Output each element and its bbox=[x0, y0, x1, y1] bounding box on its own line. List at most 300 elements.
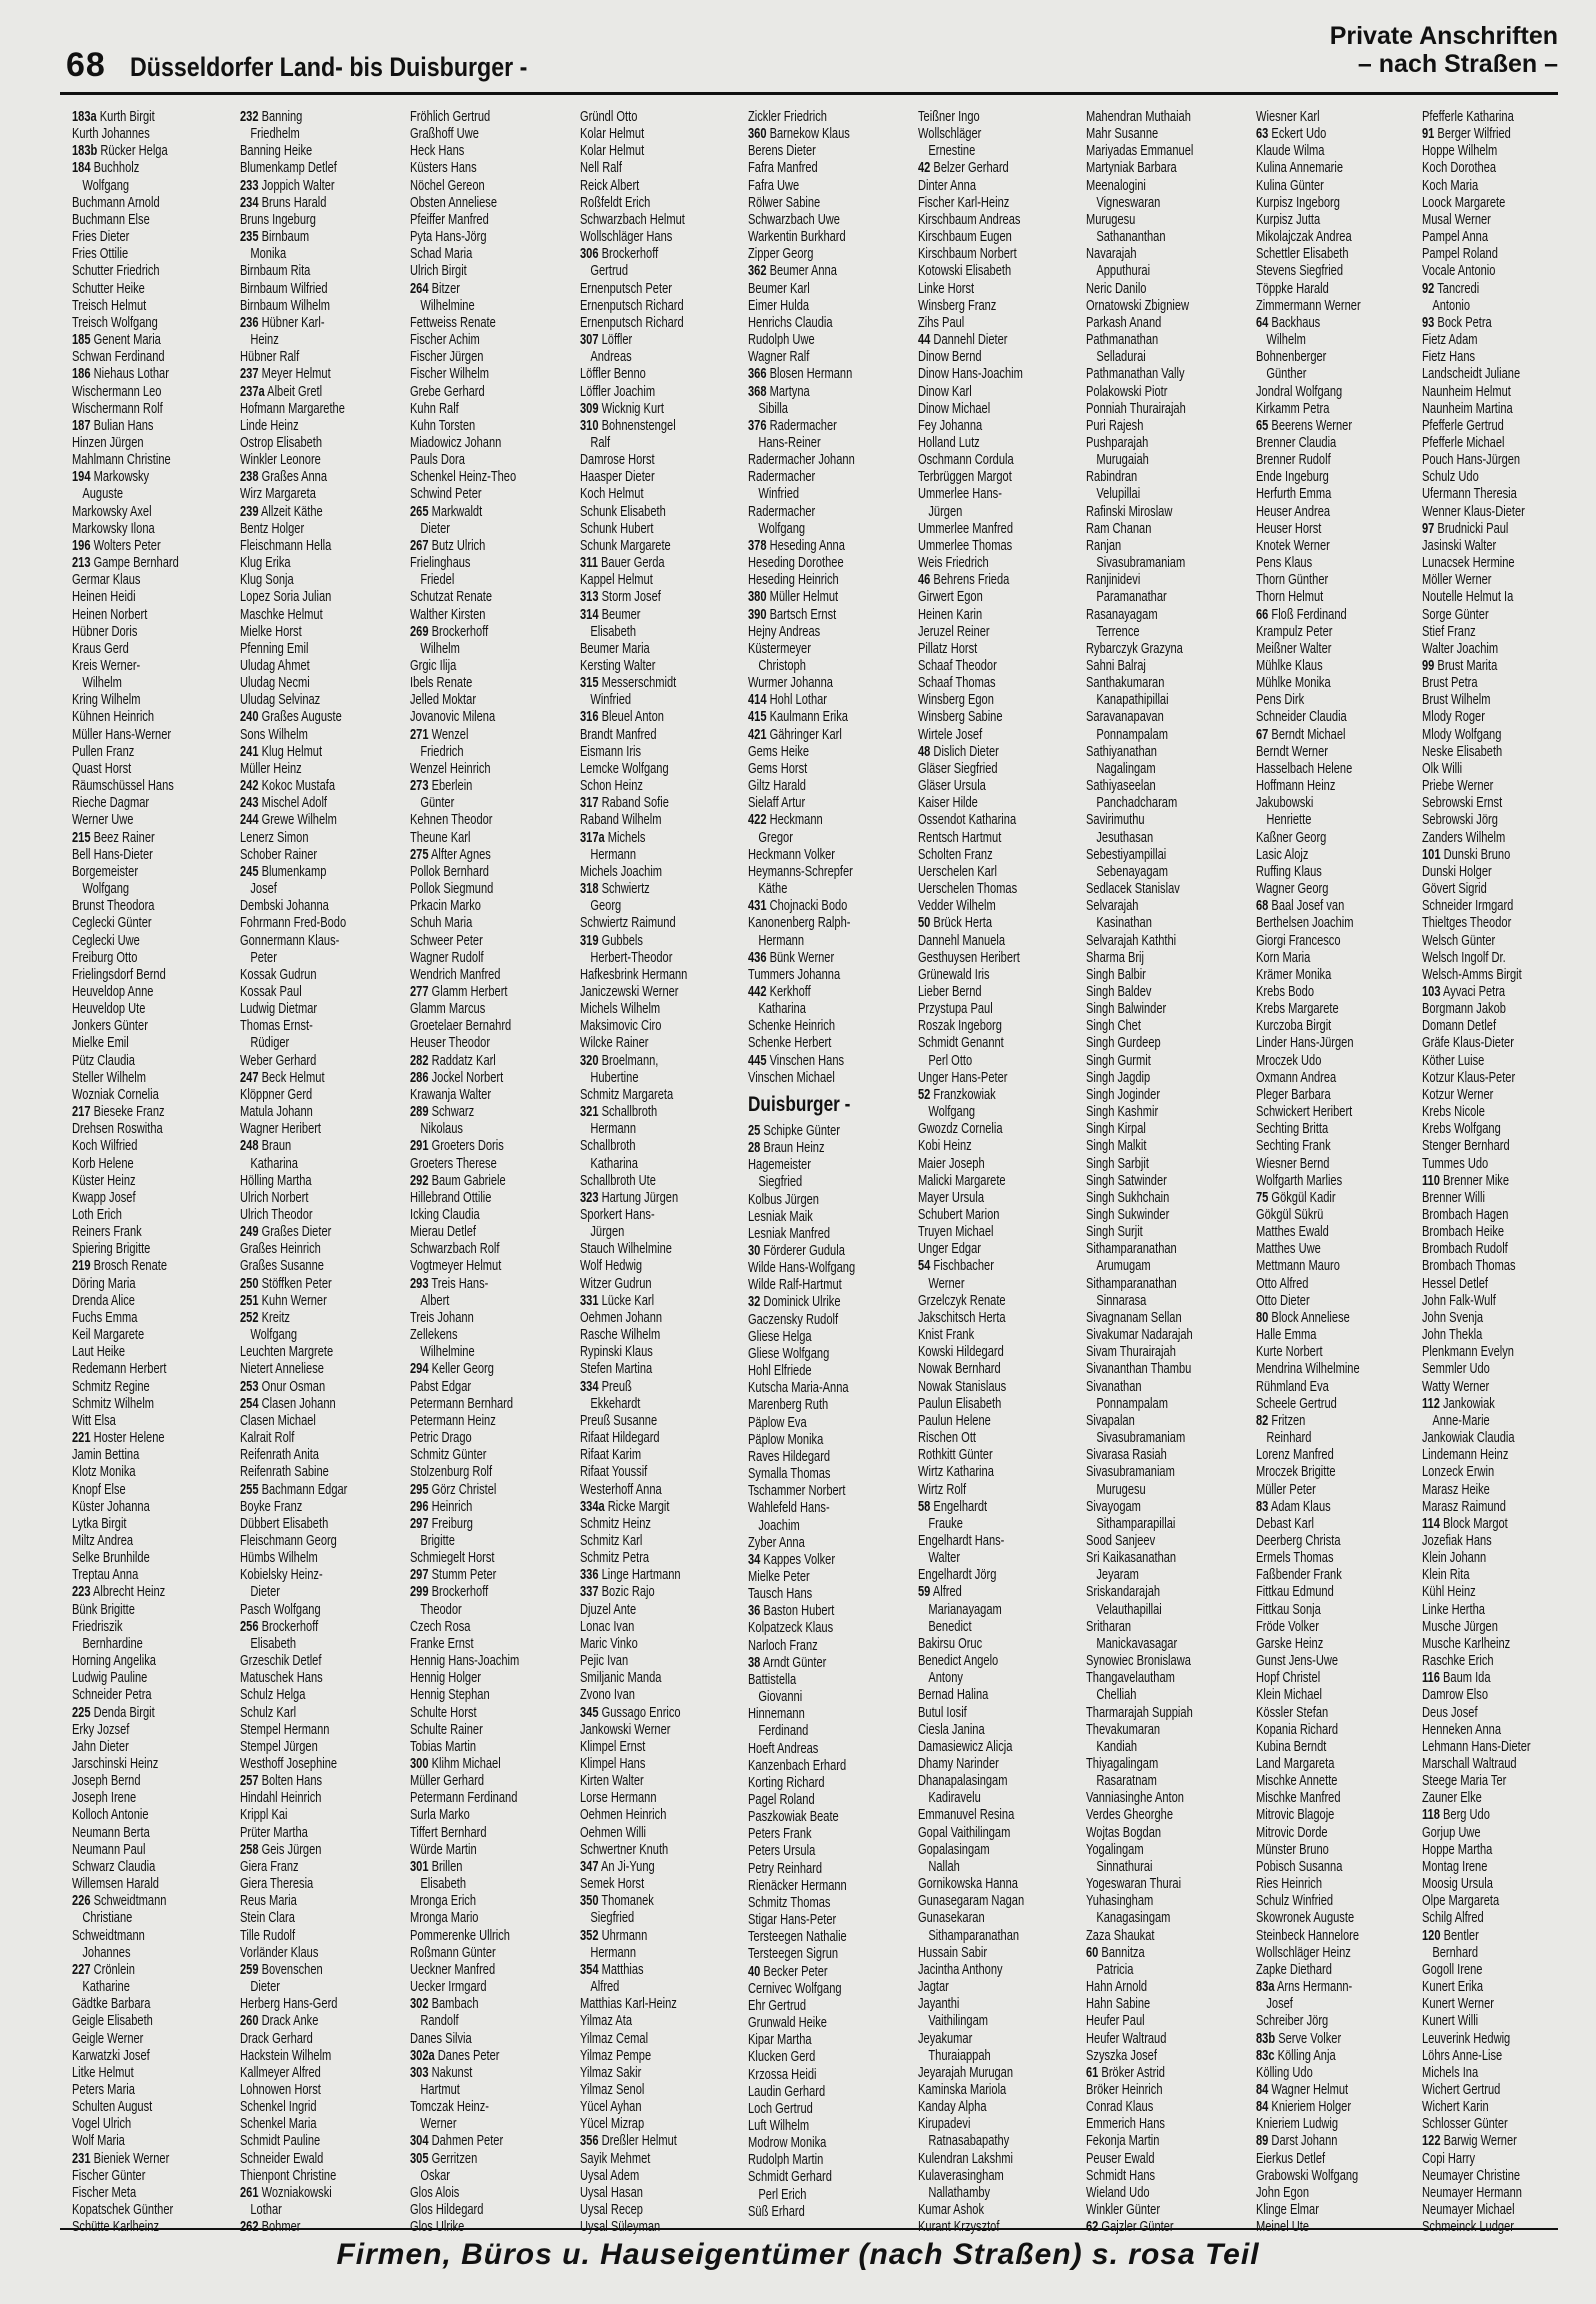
directory-entry: Kühl Heinz bbox=[1422, 1583, 1476, 1601]
directory-entry: 231 Bieniek Werner bbox=[72, 2149, 170, 2167]
entry-continuation: Elisabeth bbox=[590, 622, 637, 640]
directory-entry: Wilcke Rainer bbox=[580, 1034, 649, 1052]
directory-entry: Yuhasingham bbox=[1086, 1892, 1154, 1910]
entry-continuation: Katharina bbox=[758, 1000, 806, 1018]
directory-entry: 301 Brillen bbox=[410, 1857, 463, 1875]
entry-continuation: Antonio bbox=[1432, 296, 1471, 314]
directory-entry: Leuchten Margrete bbox=[240, 1343, 334, 1361]
directory-entry: Heuser Andrea bbox=[1256, 502, 1331, 520]
directory-entry: Welsch Günter bbox=[1422, 931, 1496, 949]
directory-entry: Vedder Wilhelm bbox=[918, 897, 996, 915]
directory-entry: Brombach Rudolf bbox=[1422, 1240, 1508, 1258]
entry-continuation: Manickavasagar bbox=[1096, 1634, 1178, 1652]
entry-continuation: Wilhelm bbox=[82, 674, 122, 692]
directory-entry: Henneken Anna bbox=[1422, 1720, 1502, 1738]
house-number: 366 bbox=[748, 365, 767, 383]
directory-entry: Lemcke Wolfgang bbox=[580, 759, 669, 777]
directory-entry: Kring Wilhelm bbox=[72, 691, 141, 709]
directory-entry: Keil Margarete bbox=[72, 1326, 145, 1344]
directory-entry: Teißner Ingo bbox=[918, 108, 980, 125]
directory-entry: Schneider Petra bbox=[72, 1686, 152, 1704]
directory-entry: 336 Linge Hartmann bbox=[580, 1566, 681, 1584]
house-number: 264 bbox=[410, 279, 429, 297]
directory-entry: 415 Kaulmann Erika bbox=[748, 708, 848, 726]
directory-entry: Kirschbaum Eugen bbox=[918, 228, 1012, 246]
directory-entry: Kurant Krzysztof bbox=[918, 2218, 1000, 2234]
directory-entry: Klöppner Gerd bbox=[240, 1085, 313, 1103]
directory-entry: Schober Rainer bbox=[240, 845, 318, 863]
directory-entry: Schunk Hubert bbox=[580, 519, 654, 537]
directory-entry: Wahlefeld Hans- bbox=[748, 1499, 830, 1517]
directory-entry: Singh Kirpal bbox=[1086, 1120, 1146, 1138]
directory-entry: Loth Erich bbox=[72, 1206, 122, 1223]
directory-entry: Gwozdz Cornelia bbox=[918, 1120, 1003, 1138]
directory-entry: 362 Beumer Anna bbox=[748, 262, 837, 280]
directory-entry: Wollschläger Hans bbox=[580, 228, 673, 246]
directory-entry: Schwarzbach Uwe bbox=[748, 210, 840, 228]
directory-entry: Fleischmann Georg bbox=[240, 1531, 337, 1549]
directory-entry: John Svenja bbox=[1422, 1308, 1484, 1326]
entry-continuation: Jesuthasan bbox=[1096, 828, 1154, 846]
directory-entry: 318 Schwiertz bbox=[580, 880, 650, 898]
directory-entry: Pathmanathan bbox=[1086, 331, 1159, 349]
directory-entry: Selke Brunhilde bbox=[72, 1549, 150, 1567]
directory-entry: Singh Gurmit bbox=[1086, 1051, 1151, 1069]
house-number: 83c bbox=[1256, 2046, 1275, 2064]
directory-entry: Walther Kirsten bbox=[410, 605, 486, 623]
house-number: 261 bbox=[240, 2183, 259, 2201]
directory-entry: Dinow Michael bbox=[918, 399, 991, 417]
directory-entry: Fey Johanna bbox=[918, 416, 983, 434]
house-number: 239 bbox=[240, 502, 259, 520]
directory-entry: 321 Schallbroth bbox=[580, 1103, 658, 1121]
directory-entry: Wollschläger Heinz bbox=[1256, 1943, 1351, 1961]
directory-entry: Kanday Alpha bbox=[918, 2098, 987, 2116]
directory-entry: Butul Iosif bbox=[918, 1703, 967, 1721]
directory-entry: 292 Baum Gabriele bbox=[410, 1171, 506, 1189]
directory-entry: Fafra Manfred bbox=[748, 159, 818, 177]
house-number: 186 bbox=[72, 365, 91, 383]
house-number: 213 bbox=[72, 554, 91, 572]
directory-entry: Buchmann Arnold bbox=[72, 193, 160, 211]
directory-entry: Reus Maria bbox=[240, 1892, 297, 1910]
directory-entry: Preuß Susanne bbox=[580, 1411, 658, 1429]
directory-entry: Berndt Werner bbox=[1256, 742, 1328, 760]
directory-entry: 75 Gökgül Kadir bbox=[1256, 1188, 1336, 1206]
directory-entry: Conrad Klaus bbox=[1086, 2098, 1154, 2116]
directory-entry: Birnbaum Wilfried bbox=[240, 279, 328, 297]
directory-entry: Welsch-Amms Birgit bbox=[1422, 965, 1522, 983]
directory-entry: 89 Darst Johann bbox=[1256, 2132, 1338, 2150]
directory-entry: Winsberg Franz bbox=[918, 296, 997, 314]
directory-entry: Sivagnanam Sellan bbox=[1086, 1308, 1182, 1326]
directory-entry: 422 Heckmann bbox=[748, 811, 823, 829]
entry-continuation: Theodor bbox=[420, 1600, 462, 1618]
directory-entry: Fischer Wilhelm bbox=[410, 365, 489, 383]
house-number: 277 bbox=[410, 982, 429, 1000]
directory-entry: Koch Dorothea bbox=[1422, 159, 1497, 177]
directory-entry: Kurte Norbert bbox=[1256, 1343, 1323, 1361]
house-number: 68 bbox=[1256, 897, 1269, 915]
directory-entry: Pampel Roland bbox=[1422, 245, 1498, 263]
directory-entry: Sebrowski Jörg bbox=[1422, 811, 1498, 829]
entry-continuation: Andreas bbox=[590, 348, 632, 366]
directory-entry: Sporkert Hans- bbox=[580, 1206, 655, 1223]
entry-continuation: Velupillai bbox=[1096, 485, 1141, 503]
directory-entry: Hinzen Jürgen bbox=[72, 433, 144, 451]
directory-entry: Selvarajah Kaththi bbox=[1086, 931, 1177, 949]
house-number: 91 bbox=[1422, 125, 1435, 143]
directory-entry: Uysal Adem bbox=[580, 2166, 640, 2184]
house-number: 65 bbox=[1256, 416, 1269, 434]
directory-entry: 306 Brockerhoff bbox=[580, 245, 659, 263]
house-number: 317 bbox=[580, 794, 599, 812]
directory-entry: Germar Klaus bbox=[72, 571, 141, 589]
directory-entry: Wagner Georg bbox=[1256, 880, 1329, 898]
directory-entry: Hoppe Wilhelm bbox=[1422, 142, 1498, 160]
directory-entry: Fuchs Emma bbox=[72, 1308, 138, 1326]
directory-entry: Schweidtmann bbox=[72, 1926, 145, 1944]
directory-entry: Wichert Karin bbox=[1422, 2098, 1489, 2116]
directory-entry: Maric Vinko bbox=[580, 1634, 638, 1652]
directory-entry: 225 Denda Birgit bbox=[72, 1703, 155, 1721]
directory-entry: Brust Wilhelm bbox=[1422, 691, 1491, 709]
page-number: 68 bbox=[66, 46, 106, 84]
directory-entry: Neric Danilo bbox=[1086, 279, 1147, 297]
directory-entry: 217 Bieseke Franz bbox=[72, 1103, 165, 1121]
directory-entry: Treisch Wolfgang bbox=[72, 313, 158, 331]
directory-entry: 42 Belzer Gerhard bbox=[918, 159, 1009, 177]
directory-entry: Gökgül Sükrü bbox=[1256, 1206, 1324, 1223]
directory-entry: Clasen Michael bbox=[240, 1411, 316, 1429]
directory-entry: 271 Wenzel bbox=[410, 725, 469, 743]
directory-entry: Singh Sarbjit bbox=[1086, 1154, 1149, 1172]
directory-entry: Jarschinski Heinz bbox=[72, 1755, 159, 1772]
directory-entry: Grünewald Iris bbox=[918, 965, 990, 983]
directory-entry: Hejny Andreas bbox=[748, 622, 821, 640]
directory-column bbox=[1256, 108, 1422, 2234]
directory-entry: 84 Knieriem Holger bbox=[1256, 2098, 1352, 2116]
directory-entry: Mielke Peter bbox=[748, 1567, 810, 1585]
directory-entry: 254 Clasen Johann bbox=[240, 1394, 336, 1412]
directory-entry: Kersting Walter bbox=[580, 657, 656, 674]
entry-continuation: Anne-Marie bbox=[1432, 1411, 1490, 1429]
entry-continuation: Brigitte bbox=[420, 1531, 455, 1549]
directory-entry: Gädtke Barbara bbox=[72, 1995, 151, 2013]
directory-entry: Hoffmann Heinz bbox=[1256, 777, 1336, 795]
directory-entry: Fafra Uwe bbox=[748, 176, 800, 194]
entry-continuation: Elisabeth bbox=[250, 1634, 297, 1652]
directory-entry: Zellekens bbox=[410, 1326, 458, 1344]
directory-entry: Synowiec Bronislawa bbox=[1086, 1652, 1191, 1670]
directory-entry: Linder Hans-Jürgen bbox=[1256, 1034, 1354, 1052]
directory-entry: Matula Johann bbox=[240, 1103, 313, 1121]
house-number: 225 bbox=[72, 1703, 91, 1721]
directory-entry: Martyniak Barbara bbox=[1086, 159, 1177, 177]
directory-entry: Bünk Brigitte bbox=[72, 1600, 135, 1618]
directory-entry: Fietz Adam bbox=[1422, 331, 1478, 349]
directory-entry: Damasiewicz Alicja bbox=[918, 1737, 1013, 1755]
directory-entry: 83b Serve Volker bbox=[1256, 2029, 1342, 2047]
directory-entry: 194 Markowsky bbox=[72, 468, 150, 486]
directory-entry: 233 Joppich Walter bbox=[240, 176, 335, 194]
directory-entry: Naunheim Helmut bbox=[1422, 382, 1511, 400]
directory-entry: Heckmann Volker bbox=[748, 845, 835, 863]
directory-entry: 32 Dominick Ulrike bbox=[748, 1293, 841, 1311]
section-title bbox=[1330, 22, 1558, 78]
entry-continuation: Albert bbox=[420, 1291, 450, 1309]
entry-continuation: Werner bbox=[420, 2115, 457, 2133]
directory-entry: Ernenputsch Peter bbox=[580, 279, 672, 297]
directory-entry: Frielinghaus bbox=[410, 554, 471, 572]
directory-entry: Kurczoba Birgit bbox=[1256, 1017, 1332, 1035]
directory-entry: Sechting Frank bbox=[1256, 1137, 1331, 1155]
directory-entry: 310 Bohnenstengel bbox=[580, 416, 676, 434]
entry-continuation: Günther bbox=[1266, 365, 1307, 383]
house-number: 303 bbox=[410, 2063, 429, 2081]
section-title-line1: Private Anschriften bbox=[1329, 22, 1558, 50]
directory-entry: Wiesner Karl bbox=[1256, 108, 1320, 125]
house-number: 241 bbox=[240, 742, 259, 760]
directory-entry: Fohrmann Fred-Bodo bbox=[240, 914, 347, 932]
directory-entry: Spiering Brigitte bbox=[72, 1240, 151, 1258]
directory-entry: 256 Brockerhoff bbox=[240, 1617, 319, 1635]
entry-continuation: Wilhelm bbox=[420, 639, 460, 657]
directory-entry: 248 Braun bbox=[240, 1137, 292, 1155]
directory-entry: Ranjan bbox=[1086, 536, 1122, 554]
directory-entry: Klug Erika bbox=[240, 554, 291, 572]
directory-entry: Radermacher bbox=[748, 502, 816, 520]
entry-continuation: Sinnarasa bbox=[1096, 1291, 1147, 1309]
directory-entry: 314 Beumer bbox=[580, 605, 641, 623]
directory-entry: Kaßner Georg bbox=[1256, 828, 1327, 846]
directory-entry: 114 Block Margot bbox=[1422, 1514, 1508, 1532]
directory-entry: Thiyagalingam bbox=[1086, 1755, 1159, 1772]
house-number: 260 bbox=[240, 2012, 259, 2030]
house-number: 75 bbox=[1256, 1188, 1269, 1206]
directory-entry: Kurpisz Jutta bbox=[1256, 210, 1321, 228]
directory-entry: Naunheim Martina bbox=[1422, 399, 1513, 417]
house-number: 219 bbox=[72, 1257, 91, 1275]
directory-entry: 442 Kerkhoff bbox=[748, 982, 811, 1000]
directory-entry: Rasche Wilhelm bbox=[580, 1326, 661, 1344]
directory-entry: 390 Bartsch Ernst bbox=[748, 605, 837, 623]
directory-entry: Krebs Bodo bbox=[1256, 982, 1315, 1000]
entry-continuation: Nikolaus bbox=[420, 1120, 463, 1138]
directory-entry: 60 Bannitza bbox=[1086, 1943, 1145, 1961]
directory-entry: Korn Maria bbox=[1256, 948, 1311, 966]
house-number: 254 bbox=[240, 1394, 259, 1412]
directory-entry: Janiczewski Werner bbox=[580, 982, 679, 1000]
entry-continuation: Sinnathurai bbox=[1096, 1857, 1153, 1875]
directory-entry: Saravanapavan bbox=[1086, 708, 1164, 726]
directory-entry: Löffler Benno bbox=[580, 365, 646, 383]
directory-entry: Matthias Karl-Heinz bbox=[580, 1995, 677, 2013]
directory-entry: Debast Karl bbox=[1256, 1514, 1314, 1532]
directory-entry: 223 Albrecht Heinz bbox=[72, 1583, 166, 1601]
directory-entry: 277 Glamm Herbert bbox=[410, 982, 508, 1000]
house-number: 221 bbox=[72, 1429, 91, 1447]
directory-column bbox=[748, 108, 918, 2234]
entry-continuation: Hartmut bbox=[420, 2080, 460, 2098]
entry-continuation: Benedict bbox=[928, 1617, 972, 1635]
directory-entry: Gopalasingam bbox=[918, 1840, 990, 1858]
entry-continuation: Wilhelmine bbox=[420, 1343, 475, 1361]
directory-entry: 253 Onur Osman bbox=[240, 1377, 326, 1395]
directory-entry: Giorgi Francesco bbox=[1256, 931, 1341, 949]
entry-continuation: Oskar bbox=[420, 2166, 450, 2184]
house-number: 46 bbox=[918, 571, 931, 589]
directory-entry: Yücel Ayhan bbox=[580, 2098, 642, 2116]
house-number: 362 bbox=[748, 262, 767, 280]
directory-entry: Meißner Walter bbox=[1256, 639, 1332, 657]
directory-entry: Kirkamm Petra bbox=[1256, 399, 1330, 417]
directory-entry: Ram Chanan bbox=[1086, 519, 1152, 537]
directory-entry: Dinow Karl bbox=[918, 382, 972, 400]
directory-entry: Litke Helmut bbox=[72, 2063, 134, 2081]
directory-entry: Ehr Gertrud bbox=[748, 1996, 806, 2014]
directory-entry: Schmeinck Ludger bbox=[1422, 2218, 1514, 2234]
directory-entry: Laut Heike bbox=[72, 1343, 126, 1361]
directory-entry: Oxmann Andrea bbox=[1256, 1068, 1337, 1086]
directory-entry: Luft Wilhelm bbox=[748, 2116, 810, 2134]
directory-entry: Neumann Paul bbox=[72, 1840, 146, 1858]
directory-column bbox=[410, 108, 580, 2234]
directory-entry: Heuveldop Anne bbox=[72, 982, 154, 1000]
directory-entry: Gaczensky Rudolf bbox=[748, 1310, 839, 1328]
entry-continuation: Ponnampalam bbox=[1096, 1394, 1168, 1412]
directory-entry: Fleischmann Hella bbox=[240, 536, 332, 554]
directory-entry: Glos Hildegard bbox=[410, 2201, 484, 2219]
directory-entry: Michels Joachim bbox=[580, 862, 663, 880]
directory-entry: 83 Adam Klaus bbox=[1256, 1497, 1331, 1515]
directory-entry: Ludwig Pauline bbox=[72, 1669, 148, 1687]
directory-entry: Geigle Elisabeth bbox=[72, 2012, 153, 2030]
directory-entry: Unger Hans-Peter bbox=[918, 1068, 1008, 1086]
directory-entry: Surla Marko bbox=[410, 1806, 470, 1824]
directory-entry: 275 Alfter Agnes bbox=[410, 845, 491, 863]
directory-entry: Priebe Werner bbox=[1422, 777, 1494, 795]
directory-entry: Giltz Harald bbox=[748, 777, 806, 795]
directory-entry: Hinnemann bbox=[748, 1705, 805, 1723]
house-number: 378 bbox=[748, 536, 767, 554]
directory-entry: Petermann Bernhard bbox=[410, 1394, 514, 1412]
house-number: 92 bbox=[1422, 279, 1435, 297]
directory-entry: 215 Beez Rainer bbox=[72, 828, 155, 846]
directory-entry: Schutter Heike bbox=[72, 279, 145, 297]
directory-entry: 64 Backhaus bbox=[1256, 313, 1321, 331]
directory-entry: Fischer Karl-Heinz bbox=[918, 193, 1010, 211]
directory-entry: Uecker Irmgard bbox=[410, 1978, 487, 1996]
directory-entry: Fettweiss Renate bbox=[410, 313, 496, 331]
directory-entry: 311 Bauer Gerda bbox=[580, 554, 665, 572]
directory-entry: Treis Johann bbox=[410, 1308, 474, 1326]
directory-entry: Wolfgarth Marlies bbox=[1256, 1171, 1343, 1189]
directory-entry: Ostrop Elisabeth bbox=[240, 433, 323, 451]
directory-entry: 238 Graßes Anna bbox=[240, 468, 328, 486]
house-number: 300 bbox=[410, 1755, 429, 1772]
directory-entry: 323 Hartung Jürgen bbox=[580, 1188, 679, 1206]
directory-entry: Nöchel Gereon bbox=[410, 176, 485, 194]
directory-entry: Ceglecki Uwe bbox=[72, 931, 140, 949]
house-number: 59 bbox=[918, 1583, 931, 1601]
directory-entry: Möller Werner bbox=[1422, 571, 1492, 589]
house-number: 253 bbox=[240, 1377, 259, 1395]
directory-entry: 303 Nakunst bbox=[410, 2063, 473, 2081]
directory-entry: Peters Ursula bbox=[748, 1842, 816, 1860]
directory-entry: Kulendran Lakshmi bbox=[918, 2149, 1014, 2167]
directory-entry: 255 Bachmann Edgar bbox=[240, 1480, 348, 1498]
house-number: 356 bbox=[580, 2132, 599, 2150]
directory-entry: Mahlmann Christine bbox=[72, 451, 171, 469]
directory-entry: Petric Drago bbox=[410, 1429, 472, 1447]
directory-entry: Zipper Georg bbox=[748, 245, 814, 263]
house-number: 249 bbox=[240, 1223, 259, 1241]
directory-entry: 28 Braun Heinz bbox=[748, 1139, 825, 1157]
directory-entry: 293 Treis Hans- bbox=[410, 1274, 489, 1292]
house-number: 306 bbox=[580, 245, 599, 263]
directory-entry: Heymanns-Schrepfer bbox=[748, 862, 853, 880]
directory-entry: Kolar Helmut bbox=[580, 142, 645, 160]
house-number: 183a bbox=[72, 108, 97, 125]
directory-entry: 196 Wolters Peter bbox=[72, 536, 161, 554]
directory-entry: Dhamy Narinder bbox=[918, 1755, 999, 1772]
directory-entry: Kotzur Klaus-Peter bbox=[1422, 1068, 1516, 1086]
directory-entry: Horning Angelika bbox=[72, 1652, 156, 1670]
directory-entry: Hölling Martha bbox=[240, 1171, 312, 1189]
directory-entry: Neumayer Christine bbox=[1422, 2166, 1521, 2184]
directory-entry: Fröhlich Gertrud bbox=[410, 108, 491, 125]
directory-entry: Giera Theresia bbox=[240, 1875, 314, 1893]
directory-entry: Brunst Theodora bbox=[72, 897, 155, 915]
directory-entry: Kappel Helmut bbox=[580, 571, 653, 589]
directory-entry: Cernivec Wolfgang bbox=[748, 1979, 842, 1997]
house-number: 235 bbox=[240, 228, 259, 246]
directory-entry: Jondral Wolfgang bbox=[1256, 382, 1343, 400]
directory-entry: Wolf Maria bbox=[72, 2132, 125, 2150]
directory-entry: Kanonenberg Ralph- bbox=[748, 914, 851, 932]
entry-continuation: Apputhurai bbox=[1096, 262, 1151, 280]
directory-entry: Schmitz Wilhelm bbox=[72, 1394, 155, 1412]
house-number: 82 bbox=[1256, 1411, 1269, 1429]
directory-entry: Emmanuvel Resina bbox=[918, 1806, 1015, 1824]
directory-entry: Rifaat Karim bbox=[580, 1446, 642, 1464]
directory-entry: Pobisch Susanna bbox=[1256, 1857, 1343, 1875]
directory-entry: Miadowicz Johann bbox=[410, 433, 502, 451]
directory-entry: Rothkitt Günter bbox=[918, 1446, 993, 1464]
directory-entry: Drehsen Roswitha bbox=[72, 1120, 163, 1138]
directory-entry: Obsten Anneliese bbox=[410, 193, 498, 211]
directory-entry: Benedict Angelo bbox=[918, 1652, 999, 1670]
directory-entry: 83a Arns Hermann- bbox=[1256, 1978, 1353, 1996]
directory-entry: Kunert Willi bbox=[1422, 2012, 1479, 2030]
directory-entry: 360 Barnekow Klaus bbox=[748, 125, 850, 143]
directory-entry: Parkash Anand bbox=[1086, 313, 1162, 331]
directory-entry: Giera Franz bbox=[240, 1857, 299, 1875]
directory-entry: Boyke Franz bbox=[240, 1497, 303, 1515]
house-number: 93 bbox=[1422, 313, 1435, 331]
directory-entry: 302 Bambach bbox=[410, 1995, 479, 2013]
directory-entry: 286 Jockel Norbert bbox=[410, 1068, 504, 1086]
directory-entry: Damrow Elso bbox=[1422, 1686, 1488, 1704]
directory-entry: Pyta Hans-Jörg bbox=[410, 228, 487, 246]
directory-entry: Radermacher bbox=[748, 468, 816, 486]
directory-entry: Sivapalan bbox=[1086, 1411, 1135, 1429]
directory-entry: Stigar Hans-Peter bbox=[748, 1911, 837, 1929]
entry-continuation: Katharina bbox=[590, 1154, 638, 1172]
directory-entry: Fröde Volker bbox=[1256, 1617, 1319, 1635]
directory-entry: Jakubowski bbox=[1256, 794, 1314, 812]
